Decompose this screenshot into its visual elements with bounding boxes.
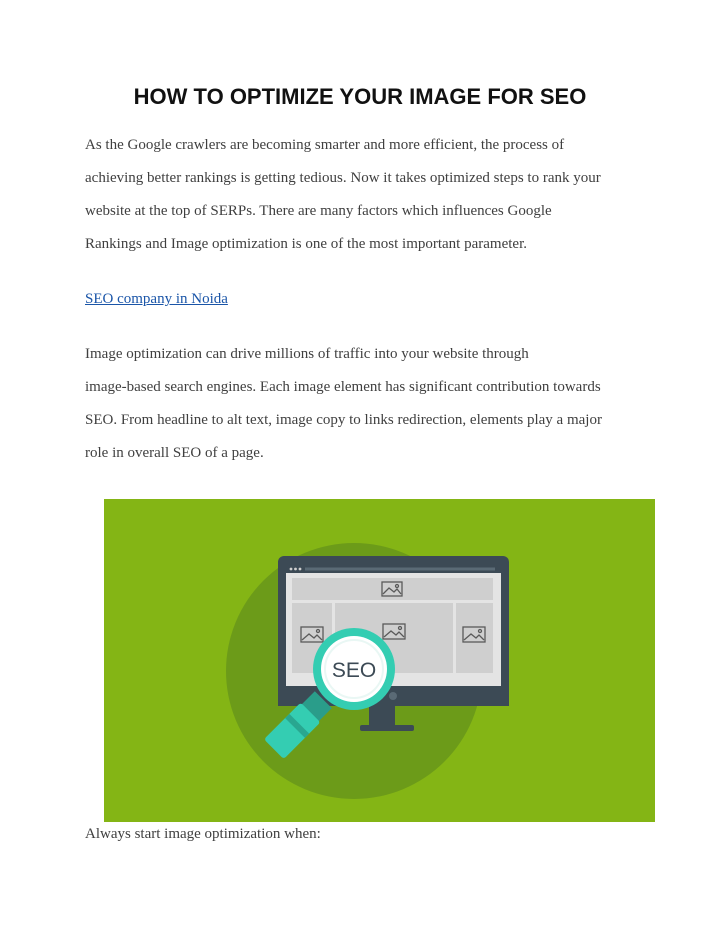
text-line: As the Google crawlers are becoming smarter and more efficient, the process of [85,137,565,153]
text-line: website at the top of SERPs. There are many factors which influences Google [85,203,552,219]
closing-line: Always start image optimization when: [85,826,321,842]
text-line: role in overall SEO of a page. [85,445,264,461]
image-optimization-paragraph [85,338,645,470]
page-title: HOW TO OPTIMIZE YOUR IMAGE FOR SEO [133,84,587,109]
text-line: Image optimization can drive millions of traffic into your website through [85,346,529,362]
seo-badge-text: SEO [331,659,377,682]
intro-paragraph [85,129,645,261]
seo-illustration [104,499,655,822]
text-line: image-based search engines. Each image element has significant contribution towards [85,379,601,395]
seo-company-link[interactable]: SEO company in Noida [85,291,228,307]
text-line: achieving better rankings is getting tedious. Now it takes optimized steps to rank your [85,170,601,186]
text-line: Rankings and Image optimization is one of the most important parameter. [85,236,527,252]
text-line: SEO. From headline to alt text, image copy to links redirection, elements play a major [85,412,602,428]
